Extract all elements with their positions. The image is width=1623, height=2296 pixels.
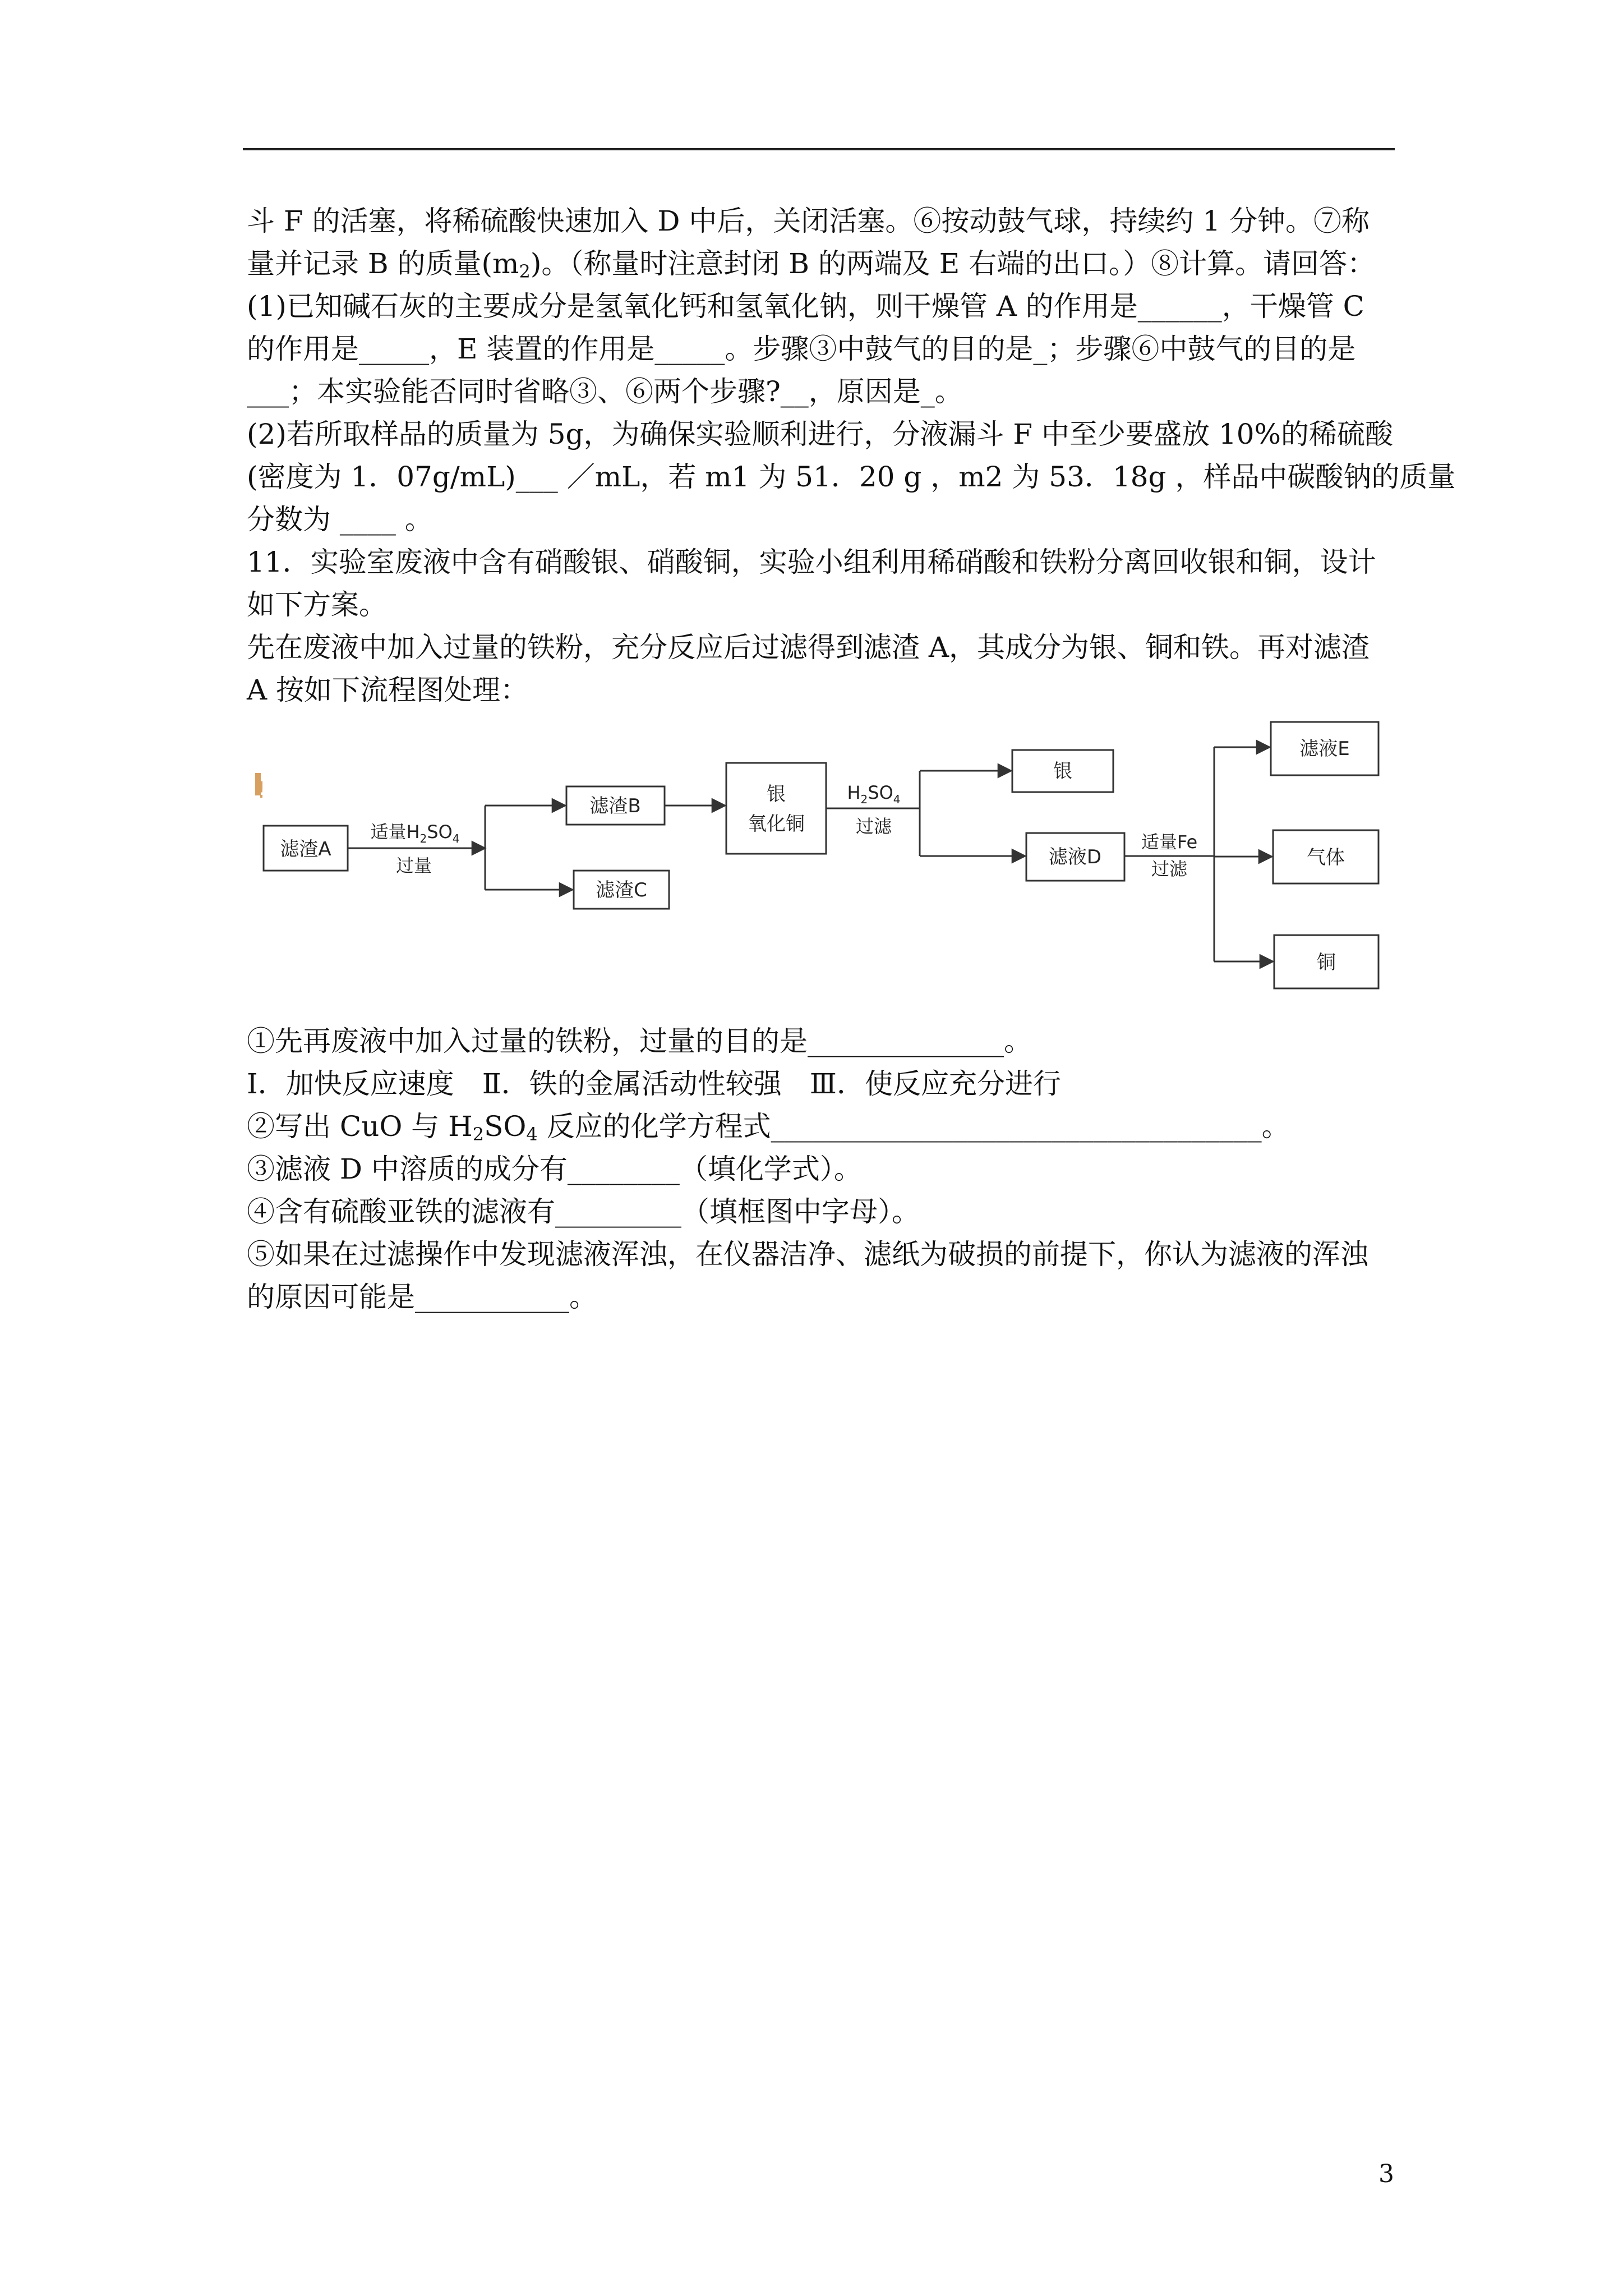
label-filtrate-d: 滤液D — [1048, 846, 1102, 868]
text-line: 分数为 ____ 。 — [247, 503, 433, 536]
text-line: 11．实验室废液中含有硝酸银、硝酸铜，实验小组利用稀硝酸和铁粉分离回收银和铜，设计 — [247, 546, 1376, 578]
step2-condition: 过滤 — [855, 816, 892, 837]
label-gas: 气体 — [1307, 846, 1345, 869]
label-silver-top: 银 — [767, 783, 786, 806]
margin-exclamation: ! — [257, 777, 266, 803]
label-filtrate-e: 滤液E — [1299, 738, 1350, 760]
question-line: ②写出 CuO 与 $H_2SO_4$ 反应的化学方程式___________________________________。 — [247, 1110, 1290, 1145]
text-line: 斗 F 的活塞，将稀硫酸快速加入 D 中后，关闭活塞。⑥按动鼓气球，持续约 1 分钟。⑦称 — [247, 205, 1370, 237]
step2-reagent: $H_2SO_4$ — [847, 782, 901, 806]
flowchart — [247, 708, 1385, 1022]
label-silver: 银 — [1053, 760, 1072, 783]
step3-condition: 过滤 — [1151, 858, 1188, 880]
header-rule — [243, 148, 1395, 150]
text-line: 先在废液中加入过量的铁粉，充分反应后过滤得到滤渣 A，其成分为银、铜和铁。再对滤渣 — [247, 631, 1370, 664]
box-silver-copper-oxide — [726, 763, 826, 854]
problem-text-block — [247, 200, 1456, 711]
label-copper: 铜 — [1317, 951, 1336, 974]
text-line: 量并记录 B 的质量$(m_2)$。（称量时注意封闭 B 的两端及 E 右端的出口。）⑧计算。请回答： — [247, 247, 1376, 282]
step1-condition: 过量 — [395, 855, 432, 876]
question-line: ④含有硫酸亚铁的滤液有_________（填框图中字母）。 — [247, 1195, 920, 1228]
text-line: (密度为 1．07g/mL)___ ／mL，若 m1 为 51．20 g ，m2 为 53．18g ，样品中碳酸钠的质量 — [247, 461, 1456, 493]
question-options: Ⅰ．加快反应速度 Ⅱ．铁的金属活动性较强 Ⅲ．使反应充分进行 — [247, 1068, 1061, 1100]
text-line: 如下方案。 — [247, 588, 387, 621]
questions-block — [247, 1020, 1396, 1318]
label-filter-residue-a: 滤渣A — [280, 838, 331, 861]
label-copper-oxide: 氧化铜 — [748, 813, 805, 835]
step3-reagent: 适量Fe — [1141, 831, 1198, 853]
text-line: ___；本实验能否同时省略③、⑥两个步骤?__，原因是_。 — [247, 375, 963, 408]
text-line: 的作用是_____，E 装置的作用是_____。步骤③中鼓气的目的是_；步骤⑥中鼓气的目的是 — [247, 333, 1356, 365]
question-line: 的原因可能是___________。 — [247, 1281, 597, 1313]
page-number: 3 — [1378, 2160, 1394, 2188]
question-line: ⑤如果在过滤操作中发现滤液浑浊，在仪器洁净、滤纸为破损的前提下，你认为滤液的浑浊 — [247, 1238, 1368, 1271]
question-line: ①先再废液中加入过量的铁粉，过量的目的是______________。 — [247, 1025, 1032, 1057]
text-line: (2)若所取样品的质量为 5g，为确保实验顺利进行，分液漏斗 F 中至少要盛放 10%的稀硫酸 — [247, 418, 1394, 450]
question-line: ③滤液 D 中溶质的成分有________（填化学式）。 — [247, 1153, 862, 1185]
label-filter-residue-c: 滤渣C — [596, 879, 647, 901]
text-line: (1)已知碱石灰的主要成分是氢氧化钙和氢氧化钠，则干燥管 A 的作用是______，干燥管 C — [247, 290, 1364, 323]
step1-reagent: 适量$H_2SO_4$ — [370, 821, 460, 845]
text-line: A 按如下流程图处理： — [247, 674, 529, 706]
label-filter-residue-b: 滤渣B — [589, 795, 641, 817]
